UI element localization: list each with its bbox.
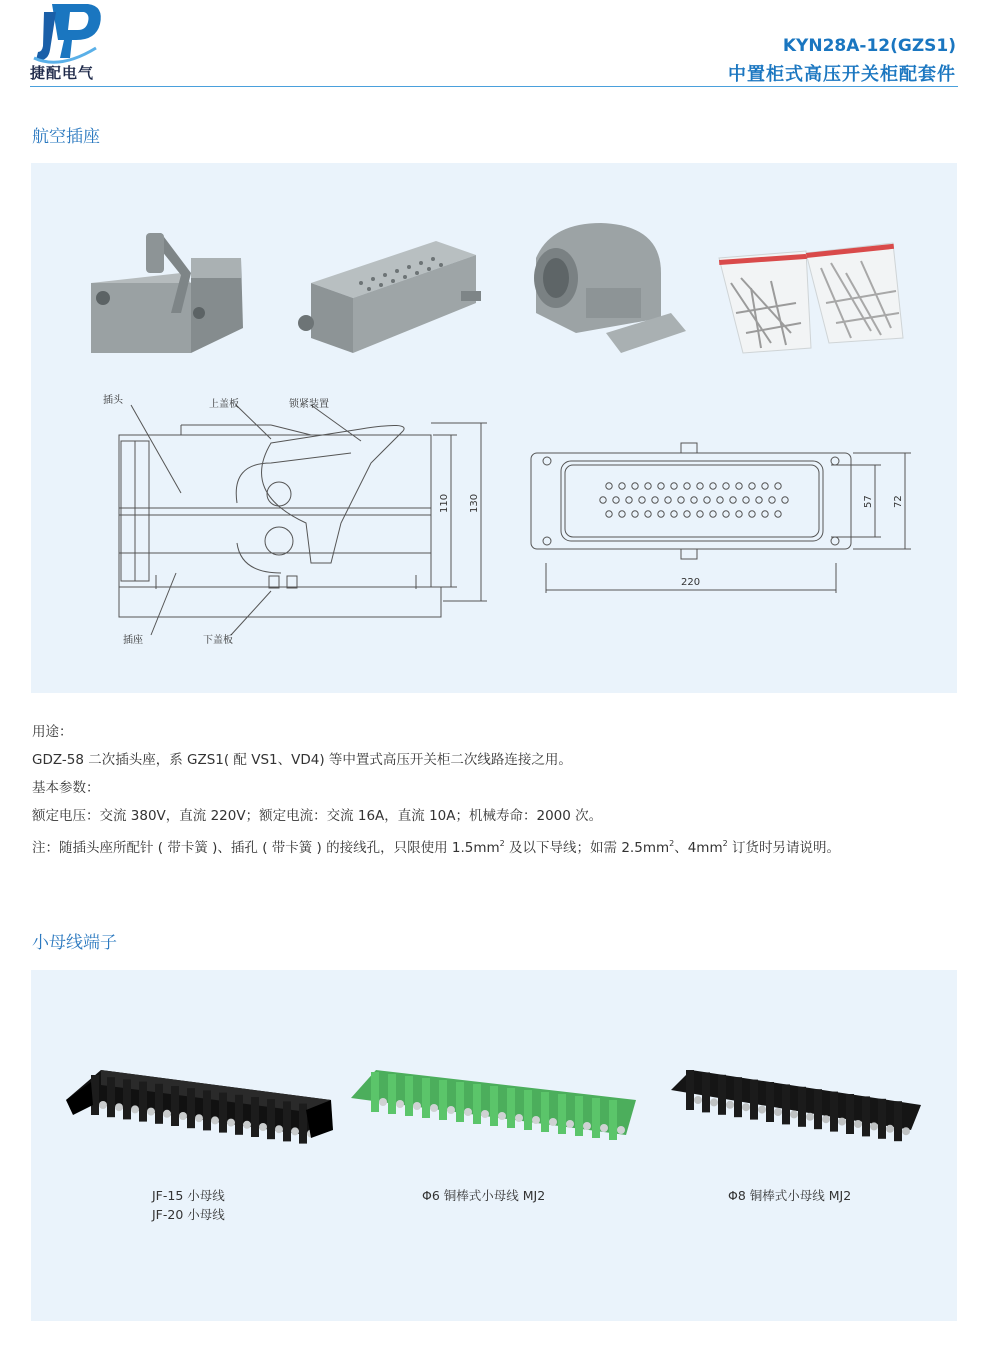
- terminal-rib: [686, 1070, 694, 1110]
- busbar-terminal-figure: [31, 970, 957, 1321]
- pin-hole: [743, 497, 749, 503]
- terminal-screw: [131, 1105, 139, 1113]
- terminal-rib: [405, 1076, 413, 1116]
- pin-hole: [710, 483, 716, 489]
- pin-hole: [671, 511, 677, 517]
- pin-hole: [671, 483, 677, 489]
- terminal-rib: [718, 1075, 726, 1115]
- terminal-screw: [726, 1101, 734, 1109]
- terminal-screw: [99, 1101, 107, 1109]
- terminal-rib: [91, 1075, 99, 1115]
- jf-terminal-photo: [66, 1070, 333, 1144]
- pin-hole: [606, 483, 612, 489]
- terminal-rib: [123, 1079, 131, 1119]
- pin-hole: [723, 511, 729, 517]
- terminal-screw: [870, 1122, 878, 1130]
- terminal-rib: [371, 1072, 379, 1112]
- pin-hole: [769, 497, 775, 503]
- terminal-screw: [498, 1112, 506, 1120]
- terminal-rib: [846, 1094, 854, 1134]
- pin-hole: [678, 497, 684, 503]
- pin-hole: [723, 483, 729, 489]
- socket-base-photo: [298, 241, 481, 353]
- pin-hole: [619, 511, 625, 517]
- pin-hole: [632, 483, 638, 489]
- dim-110: 110: [439, 493, 450, 513]
- pin-hole: [704, 497, 710, 503]
- terminal-rib: [878, 1099, 886, 1139]
- terminal-screw: [464, 1108, 472, 1116]
- terminal-screw: [115, 1103, 123, 1111]
- terminal-screw: [396, 1100, 404, 1108]
- pin-hole: [736, 511, 742, 517]
- mj2-phi6-terminal-photo: [351, 1070, 636, 1140]
- hood-photo: [534, 223, 686, 353]
- pin-hole: [613, 497, 619, 503]
- label-top-cover: 上盖板: [209, 399, 239, 410]
- pin-hole: [652, 497, 658, 503]
- section-title-aviation-socket: 航空插座: [32, 127, 100, 147]
- section-title-busbar-terminal: 小母线端子: [32, 933, 117, 953]
- terminal-screw: [447, 1106, 455, 1114]
- params-text: 额定电压：交流 380V，直流 220V；额定电流：交流 16A，直流 10A；机械寿命：2000 次。: [32, 808, 603, 824]
- terminal-rib: [524, 1090, 532, 1130]
- note-sup-3: 2: [722, 839, 728, 848]
- pin-hole: [749, 483, 755, 489]
- header-divider: [30, 86, 958, 87]
- pin-hole: [684, 511, 690, 517]
- caption-jf-20: JF-20 小母线: [152, 1207, 225, 1222]
- company-name: 捷配电气: [30, 64, 95, 82]
- terminal-rib: [139, 1082, 147, 1122]
- terminal-rib: [592, 1098, 600, 1138]
- terminal-rib: [507, 1088, 515, 1128]
- terminal-rib: [203, 1090, 211, 1130]
- note-sup-2: 2: [669, 839, 675, 848]
- pin-hole: [658, 483, 664, 489]
- terminal-screw: [413, 1102, 421, 1110]
- pin-hole: [658, 511, 664, 517]
- terminal-rib: [422, 1078, 430, 1118]
- note-text: [32, 830, 962, 858]
- pin-hole: [697, 483, 703, 489]
- side-view-drawing: [119, 405, 487, 635]
- aviation-socket-figure: [31, 163, 957, 693]
- terminal-screw: [211, 1116, 219, 1124]
- terminal-rib: [439, 1080, 447, 1120]
- caption-mj2-phi8: Φ8 铜棒式小母线 MJ2: [728, 1188, 852, 1203]
- pin-hole: [762, 483, 768, 489]
- terminal-rib: [267, 1099, 275, 1139]
- usage-title: 用途：: [32, 724, 73, 740]
- terminal-rib: [299, 1104, 307, 1144]
- pin-hole: [775, 511, 781, 517]
- terminal-rib: [456, 1082, 464, 1122]
- pin-bags-photo: [719, 243, 903, 353]
- terminal-screw: [549, 1118, 557, 1126]
- caption-mj2-phi6: Φ6 铜棒式小母线 MJ2: [422, 1188, 546, 1203]
- terminal-rib: [750, 1080, 758, 1120]
- terminal-rib: [782, 1084, 790, 1124]
- terminal-rib: [283, 1101, 291, 1141]
- label-lock: 锁紧装置: [289, 399, 329, 410]
- pin-hole: [730, 497, 736, 503]
- dim-220: 220: [681, 577, 701, 588]
- dim-72: 72: [893, 495, 904, 508]
- terminal-screw: [566, 1120, 574, 1128]
- terminal-screw: [291, 1127, 299, 1135]
- terminal-rib: [155, 1084, 163, 1124]
- terminal-screw: [838, 1118, 846, 1126]
- terminal-screw: [822, 1115, 830, 1123]
- terminal-rib: [490, 1086, 498, 1126]
- terminal-rib: [862, 1096, 870, 1136]
- terminal-screw: [854, 1120, 862, 1128]
- terminal-rib: [575, 1096, 583, 1136]
- terminal-rib: [187, 1088, 195, 1128]
- pin-hole: [762, 511, 768, 517]
- dim-130: 130: [469, 493, 480, 513]
- terminal-screw: [163, 1110, 171, 1118]
- page-header: [0, 0, 1000, 88]
- terminal-rib: [830, 1092, 838, 1132]
- terminal-rib: [107, 1077, 115, 1117]
- terminal-screw: [617, 1126, 625, 1134]
- note-part-2: 及以下导线；如需 2.5mm: [504, 840, 670, 856]
- terminal-screw: [710, 1098, 718, 1106]
- terminal-rib: [219, 1093, 227, 1133]
- terminal-rib: [798, 1087, 806, 1127]
- aviation-socket-description: [32, 718, 962, 858]
- pin-hole: [619, 483, 625, 489]
- terminal-rib: [894, 1101, 902, 1141]
- pin-hole: [717, 497, 723, 503]
- terminal-screw: [600, 1124, 608, 1132]
- pin-hole: [710, 511, 716, 517]
- terminal-screw: [886, 1125, 894, 1133]
- terminal-rib: [541, 1092, 549, 1132]
- terminal-rib: [235, 1095, 243, 1135]
- terminal-screw: [481, 1110, 489, 1118]
- terminal-rib: [609, 1100, 617, 1140]
- terminal-screw: [275, 1125, 283, 1133]
- terminal-rib: [388, 1074, 396, 1114]
- terminal-screw: [147, 1108, 155, 1116]
- terminal-screw: [515, 1114, 523, 1122]
- aviation-socket-panel: [31, 163, 957, 693]
- pin-hole: [639, 497, 645, 503]
- top-view-drawing: [531, 443, 911, 593]
- pin-hole: [756, 497, 762, 503]
- params-title: 基本参数：: [32, 780, 100, 796]
- terminal-screw: [758, 1106, 766, 1114]
- terminal-screw: [694, 1096, 702, 1104]
- pin-hole: [626, 497, 632, 503]
- pin-hole: [782, 497, 788, 503]
- terminal-screw: [430, 1104, 438, 1112]
- pin-hole: [606, 511, 612, 517]
- pin-hole: [645, 483, 651, 489]
- terminal-rib: [171, 1086, 179, 1126]
- terminal-rib: [766, 1082, 774, 1122]
- plug-photo: [91, 233, 243, 353]
- pin-hole: [632, 511, 638, 517]
- note-part-4: 订货时另请说明。: [727, 840, 840, 856]
- terminal-screw: [790, 1110, 798, 1118]
- terminal-screw: [259, 1123, 267, 1131]
- terminal-screw: [583, 1122, 591, 1130]
- terminal-rib: [814, 1089, 822, 1129]
- page-subtitle: 中置柜式高压开关柜配套件: [728, 64, 956, 85]
- usage-text: GDZ-58 二次插头座，系 GZS1( 配 VS1、VD4) 等中置式高压开关柜二次线路连接之用。: [32, 752, 572, 768]
- mj2-phi8-terminal-photo: [671, 1070, 921, 1141]
- terminal-screw: [902, 1127, 910, 1135]
- pin-hole: [691, 497, 697, 503]
- label-bottom-cover: 下盖板: [203, 635, 233, 646]
- pin-hole: [665, 497, 671, 503]
- note-part-3: 、4mm: [674, 840, 723, 856]
- terminal-rib: [251, 1097, 259, 1137]
- terminal-rib: [734, 1077, 742, 1117]
- terminal-screw: [532, 1116, 540, 1124]
- terminal-rib: [558, 1094, 566, 1134]
- label-plug: 插头: [103, 395, 123, 406]
- note-part-1: 注：随插头座所配针 ( 带卡簧 )、插孔 ( 带卡簧 ) 的接线孔，只限使用 1.5mm: [32, 840, 500, 856]
- terminal-screw: [774, 1108, 782, 1116]
- label-socket: 插座: [123, 635, 143, 646]
- pin-hole: [697, 511, 703, 517]
- caption-jf-15: JF-15 小母线: [152, 1188, 225, 1203]
- pin-hole: [600, 497, 606, 503]
- pin-hole: [684, 483, 690, 489]
- terminal-screw: [379, 1098, 387, 1106]
- pin-hole: [645, 511, 651, 517]
- pin-hole: [736, 483, 742, 489]
- terminal-screw: [806, 1113, 814, 1121]
- terminal-screw: [227, 1119, 235, 1127]
- terminal-screw: [742, 1103, 750, 1111]
- terminal-rib: [473, 1084, 481, 1124]
- pin-hole: [775, 483, 781, 489]
- terminal-rib: [702, 1072, 710, 1112]
- terminal-screw: [179, 1112, 187, 1120]
- terminal-screw: [243, 1121, 251, 1129]
- pin-hole: [749, 511, 755, 517]
- note-sup-1: 2: [499, 839, 505, 848]
- dim-57: 57: [863, 495, 874, 508]
- model-title: KYN28A-12(GZS1): [782, 36, 956, 56]
- terminal-screw: [195, 1114, 203, 1122]
- busbar-terminal-panel: [31, 970, 957, 1321]
